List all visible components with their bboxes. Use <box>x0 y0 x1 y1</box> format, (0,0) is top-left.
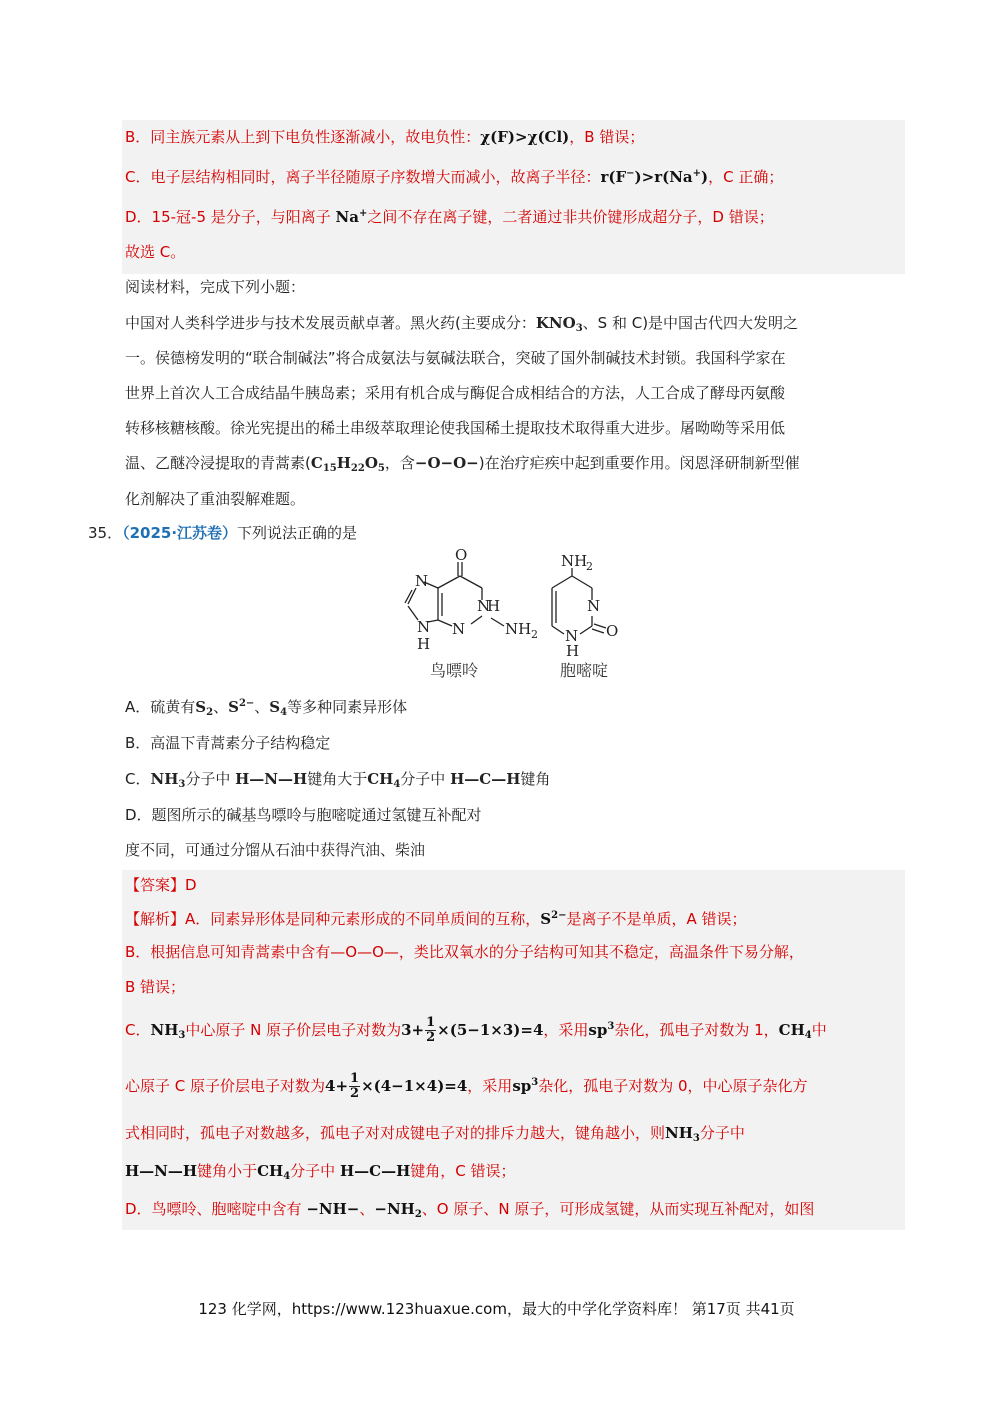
material-line-1: 中国对人类科学进步与技术发展贡献卓著。黑火药(主要成分：$KNO_3$、S 和 C)是中国古代四大发明之 <box>125 314 799 334</box>
analysis-c-1: C．$NH_3$中心原子 N 原子价层电子对数为3+ $\frac{1}{2}$ ×(5−1×3)=4，采用$sp^3$杂化，孤电子对数为 1，$CH_4$中 <box>125 1015 827 1045</box>
prev-analysis-c: C．电子层结构相同时，离子半径随原子序数增大而减小，故离子半径：r(F−)>r(Na+)，C 正确； <box>125 168 784 186</box>
option-c: C．$NH_3$分子中 H—N—H键角大于$CH_4$分子中 H—C—H键角 <box>125 770 551 790</box>
material-line-4: 转移核糖核酸。徐光宪提出的稀土串级萃取理论使我国稀土提取技术取得重大进步。屠呦呦等采用低 <box>125 419 786 437</box>
analysis-c-3: 式相同时，孤电子对数越多，孤电子对对成键电子对的排斥力越大，键角越小，则$NH_3$分子中 <box>125 1124 745 1144</box>
question-stem: 35．（2025·江苏卷）下列说法正确的是 <box>88 524 358 542</box>
svg-text:2: 2 <box>586 560 593 573</box>
svg-text:NH: NH <box>505 620 532 638</box>
svg-text:2: 2 <box>531 628 538 641</box>
analysis-b-1: B．根据信息可知青蒿素中含有—O—O—，类比双氧水的分子结构可知其不稳定，高温条件下易分解， <box>125 943 804 961</box>
page-footer: 123 化学网，https://www.123huaxue.com，最大的中学化学资料库！ 第17页 共41页 <box>198 1300 795 1318</box>
material-line-5: 温、乙醚冷浸提取的青蒿素($C_{15}H_{22}O_5$，含−O−O−)在治疗疟疾中起到重要作用。闵恩泽研制新型催 <box>125 454 800 474</box>
analysis-a: 【解析】A．同素异形体是同种元素形成的不同单质间的互称，$S^{2-}$是离子不是单质，A 错误； <box>125 910 747 928</box>
prev-analysis-d: D．15-冠-5 是分子，与阳离子 Na+之间不存在离子键，二者通过非共价键形成超分子，D 错误； <box>125 208 774 226</box>
svg-text:H: H <box>487 597 501 615</box>
prev-analysis-b: B．同主族元素从上到下电负性逐渐减小，故电负性：χ(F)>χ(Cl)，B 错误； <box>125 128 645 146</box>
prev-select: 故选 C。 <box>125 243 186 261</box>
svg-text:H: H <box>417 635 431 653</box>
option-d: D．题图所示的碱基鸟嘌呤与胞嘧啶通过氢键互补配对 <box>125 806 482 824</box>
analysis-c-4: H—N—H键角小于$CH_4$分子中 H—C—H键角，C 错误； <box>125 1162 516 1182</box>
stray-line: 度不同，可通过分馏从石油中获得汽油、柴油 <box>125 841 426 859</box>
analysis-b-2: B 错误； <box>125 978 186 996</box>
option-b: B．高温下青蒿素分子结构稳定 <box>125 734 331 752</box>
svg-text:N: N <box>477 597 491 615</box>
material-line-6: 化剂解决了重油裂解难题。 <box>125 490 306 508</box>
guanine-label: 鸟嘌呤 <box>430 661 479 680</box>
cytosine-label: 胞嘧啶 <box>560 661 609 680</box>
svg-text:O: O <box>606 622 619 640</box>
option-a: A．硫黄有$S_2$、$S^{2-}$、$S_4$等多种同素异形体 <box>125 698 408 718</box>
material-line-2: 一。侯德榜发明的“联合制碱法”将合成氨法与氨碱法联合，突破了国外制碱技术封锁。我国科学家在 <box>125 349 786 367</box>
svg-text:N: N <box>417 618 431 636</box>
material-intro: 阅读材料，完成下列小题： <box>125 278 306 296</box>
base-structures-figure <box>396 548 636 684</box>
svg-text:N: N <box>587 597 601 615</box>
material-line-3: 世界上首次人工合成结晶牛胰岛素；采用有机合成与酶促合成相结合的方法，人工合成了酵母丙氨酸 <box>125 384 786 402</box>
analysis-c-2: 心原子 C 原子价层电子对数为4+ $\frac{1}{2}$ ×(4−1×4)=4，采用$sp^3$杂化，孤电子对数为 0，中心原子杂化方 <box>125 1071 808 1101</box>
svg-text:O: O <box>455 548 468 564</box>
svg-text:H: H <box>566 642 580 660</box>
answer-line: 【答案】D <box>125 876 197 894</box>
analysis-d: D．鸟嘌呤、胞嘧啶中含有 −NH−、$-NH_2$、O 原子、N 原子，可形成氢键，从而实现互补配对，如图 <box>125 1200 815 1220</box>
svg-text:N: N <box>452 620 466 638</box>
svg-text:N: N <box>415 572 429 590</box>
svg-text:N: N <box>565 627 579 645</box>
svg-text:NH: NH <box>561 552 588 570</box>
